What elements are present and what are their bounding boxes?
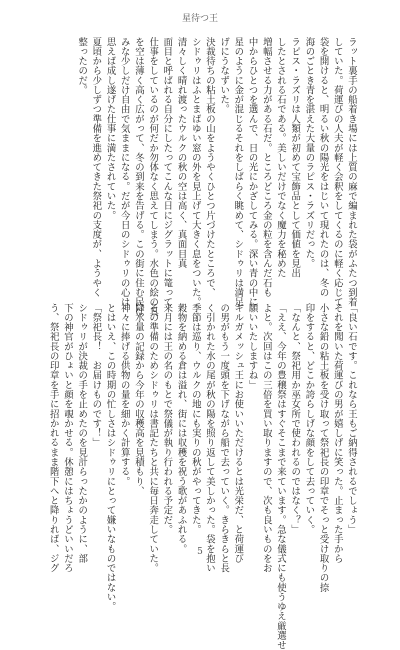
text-line: したとされる石である。美しいだけでなく魔力を秘めた <box>274 37 286 278</box>
text-line: 降水量の記録から今年の収穫高を見積もり、 <box>132 303 144 496</box>
text-line: 思えば成し遂げた仕事に満たされていた。 <box>104 37 116 221</box>
text-line: 小さな鉛の粘土板を受け取って祭祀長の印章でそっと受け取りの捺 <box>317 303 329 593</box>
text-line: ギルガメッシュ王にお使いいただけるとは光栄だ、と荷運び <box>232 303 244 564</box>
text-line: 決裁待ちの粘土板の山をようやくひとつ片づけたところで、 <box>203 37 215 298</box>
text-line: 印をすると、どこか誇らしげな顔をして去っていく。 <box>303 303 315 535</box>
text-line: ラット裏手の船着き場には上質の麻で編まれた袋がふたつ到着 <box>346 37 357 307</box>
text-line: みな少しだけ自由で気ままになる。だが今日のシドゥリの心は <box>118 37 130 307</box>
text-line: 中からひとつを選んで、日の光にかざしてみる。深い青の中に <box>246 37 258 307</box>
text-line: 面目と呼ばれる自分にしたってこんな日にジグラットに篭って <box>161 37 173 307</box>
text-line: 星のように金が混じるそれをしばらく眺めて、シドゥリは満足 <box>232 37 244 307</box>
upper-text-block <box>74 37 358 317</box>
text-line: ラピス・ラズリは人類が初めて宝飾品として価値を見出 <box>289 37 301 278</box>
text-line: とはいえ、この時期の忙しさはシドゥリにとって嫌いなものではない。 <box>104 303 116 612</box>
text-line: 神々に捧げる供物の量を細かく計算する。 <box>118 303 130 487</box>
lower-text-block <box>46 303 358 650</box>
text-line: 増幅させる力がある石だ。ところどころ金の粒を含んだ石も <box>260 37 272 298</box>
text-line: 清々しく晴れ渡ったウルクの秋の空は高く、真面目真 <box>175 37 187 269</box>
text-line: の男がもう一度頭を下げながら船で去っていく。きらきらと長 <box>218 303 230 573</box>
text-line: シドゥリはふとまばゆい窓の外を見上げて大きく息をついた。 <box>189 37 201 307</box>
text-line: していた。荷運びの人夫が軽く会釈をしてくるのに軽く応じて <box>331 37 343 307</box>
text-line: 季節は巡り、ウルクの地にも実りの秋がやってきた。 <box>189 303 201 535</box>
page-number-text: 5 <box>197 547 203 557</box>
text-line: く引かれた水の尾が秋の陽を照り返して美しかった。袋を抱い <box>203 303 215 573</box>
text-line: 「ええ、今年の豊穣祭はすぐそこまで来ています。急な儀式にも使うゆえ厳選せ <box>274 303 286 650</box>
book-title: 星待つ王 <box>181 14 218 24</box>
page-number <box>0 547 400 558</box>
text-line: 穀物を納める倉は溢れ、街には収穫を祝う歌があふれる。 <box>175 303 187 554</box>
text-line: 「良い石です。これなら王もご納得されるでしょう」 <box>346 303 357 535</box>
text-line: その準備のためシドゥリは書記たちと共に毎日奔走していた。 <box>147 303 159 573</box>
text-line: それを聞いた荷運びの男が嬉しげに笑った。止まった手から <box>331 303 343 564</box>
text-line: 願いいたしますね」 <box>246 303 258 390</box>
text-line: 海のごとき青を湛えた大量のラピス・ラズリだった。 <box>303 37 315 269</box>
text-line: よと。次回はこの三倍を買い取りますので、次も良いものをお <box>260 303 272 573</box>
text-line: 来月には王の名のもとで祭儀が執り行われる予定だ。 <box>161 303 173 535</box>
text-line: 夏頃から少しずつ準備を進めてきた祭祀の支度が、ようやく <box>90 37 102 298</box>
text-line: 仕事をしているのが何だか勿体なく思えてしまう。水色の絵の具 <box>147 37 159 317</box>
text-line: う、祭祀長の印章を手に招かれるまま階下へと降りれば、ジグ <box>47 303 59 573</box>
running-header <box>0 14 400 25</box>
text-line: 「なんと、祭祀用か巫女所で使われるのではなく？」 <box>289 303 301 535</box>
text-line: を空は薄く高く広がって、冬の到来を告げる。この街に住む民は <box>132 37 144 317</box>
text-line: 「祭祀長！ お届けものです！」 <box>90 303 102 448</box>
text-line: 整ったのだ。 <box>76 37 88 95</box>
text-line: シドゥリが決裁の手を止めたのを見計らったかのように、部 <box>76 303 88 564</box>
text-line: げにうなずいた。 <box>218 37 230 115</box>
text-line: 袋を開けると、明るい秋の陽光をはじいて現れたのは、冬の <box>317 37 329 298</box>
text-line: 下の神官がひょいと顔を覗かせる。休憩にはちょうどいいだろ <box>61 303 73 573</box>
